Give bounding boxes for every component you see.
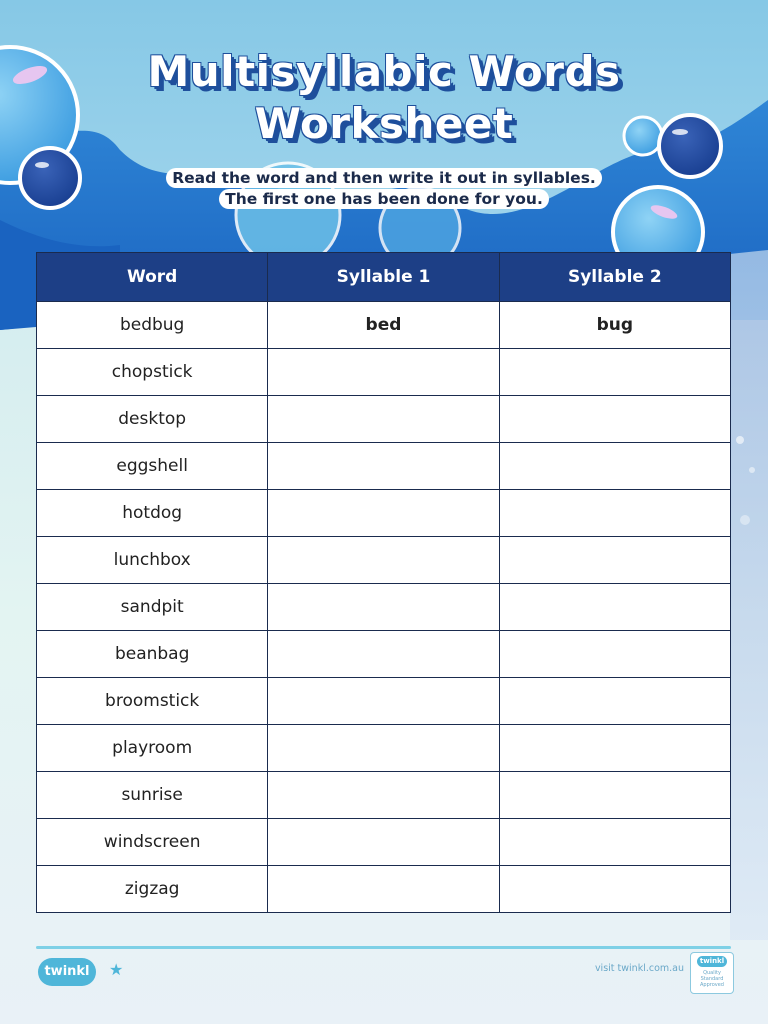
table-row — [37, 678, 731, 725]
table-row — [37, 490, 731, 537]
twinkl-logo[interactable]: twinkl — [38, 958, 96, 986]
table-row — [37, 819, 731, 866]
column-header-syllable1: Syllable 1 — [268, 253, 499, 302]
word-cell: bedbug — [37, 302, 268, 349]
syllable1-cell[interactable] — [268, 819, 499, 866]
table-row — [37, 725, 731, 772]
syllable2-cell[interactable] — [499, 584, 730, 631]
word-cell: beanbag — [37, 631, 268, 678]
visit-link[interactable]: visit twinkl.com.au — [594, 963, 684, 974]
word-cell: hotdog — [37, 490, 268, 537]
table-row — [37, 631, 731, 678]
table-row — [37, 443, 731, 490]
table-row — [37, 396, 731, 443]
syllable1-cell[interactable] — [268, 725, 499, 772]
word-cell: windscreen — [37, 819, 268, 866]
table-row — [37, 772, 731, 819]
instruction-line1: Read the word and then write it out in syllables. — [166, 168, 602, 188]
syllable1-cell[interactable] — [268, 866, 499, 913]
instructions — [150, 168, 618, 210]
word-cell: chopstick — [37, 349, 268, 396]
page-title: Multisyllabic Words — [147, 47, 621, 96]
syllable1-cell[interactable] — [268, 584, 499, 631]
table-header-row — [37, 253, 731, 302]
column-header-word: Word — [37, 253, 268, 302]
column-header-syllable2: Syllable 2 — [499, 253, 730, 302]
syllable2-cell[interactable] — [499, 490, 730, 537]
syllable1-cell[interactable]: bed — [268, 302, 499, 349]
syllable2-cell[interactable] — [499, 819, 730, 866]
syllable2-cell[interactable] — [499, 631, 730, 678]
page-title-line2: Worksheet — [254, 99, 514, 148]
table-row — [37, 302, 731, 349]
syllable1-cell[interactable] — [268, 772, 499, 819]
table-row — [37, 584, 731, 631]
badge-title: twinkl — [697, 956, 727, 967]
table-row — [37, 866, 731, 913]
word-cell: broomstick — [37, 678, 268, 725]
table-row — [37, 537, 731, 584]
badge-text: Quality Standard Approved — [700, 970, 724, 988]
syllable1-cell[interactable] — [268, 631, 499, 678]
word-cell: playroom — [37, 725, 268, 772]
syllable2-cell[interactable]: bug — [499, 302, 730, 349]
syllable2-cell[interactable] — [499, 772, 730, 819]
syllable1-cell[interactable] — [268, 490, 499, 537]
syllable2-cell[interactable] — [499, 678, 730, 725]
table-row — [37, 349, 731, 396]
word-cell: sandpit — [37, 584, 268, 631]
syllable2-cell[interactable] — [499, 349, 730, 396]
word-cell: sunrise — [37, 772, 268, 819]
syllable2-cell[interactable] — [499, 537, 730, 584]
syllable-table — [36, 252, 731, 913]
syllable1-cell[interactable] — [268, 396, 499, 443]
syllable2-cell[interactable] — [499, 866, 730, 913]
word-cell: zigzag — [37, 866, 268, 913]
star-icon: ★ — [109, 960, 124, 979]
syllable2-cell[interactable] — [499, 725, 730, 772]
syllable1-cell[interactable] — [268, 443, 499, 490]
syllable2-cell[interactable] — [499, 443, 730, 490]
syllable1-cell[interactable] — [268, 678, 499, 725]
word-cell: lunchbox — [37, 537, 268, 584]
syllable1-cell[interactable] — [268, 349, 499, 396]
syllable1-cell[interactable] — [268, 537, 499, 584]
footer-divider — [36, 946, 731, 949]
quality-badge-icon — [690, 952, 734, 994]
syllable2-cell[interactable] — [499, 396, 730, 443]
word-cell: eggshell — [37, 443, 268, 490]
word-cell: desktop — [37, 396, 268, 443]
instruction-line2: The first one has been done for you. — [219, 189, 549, 209]
